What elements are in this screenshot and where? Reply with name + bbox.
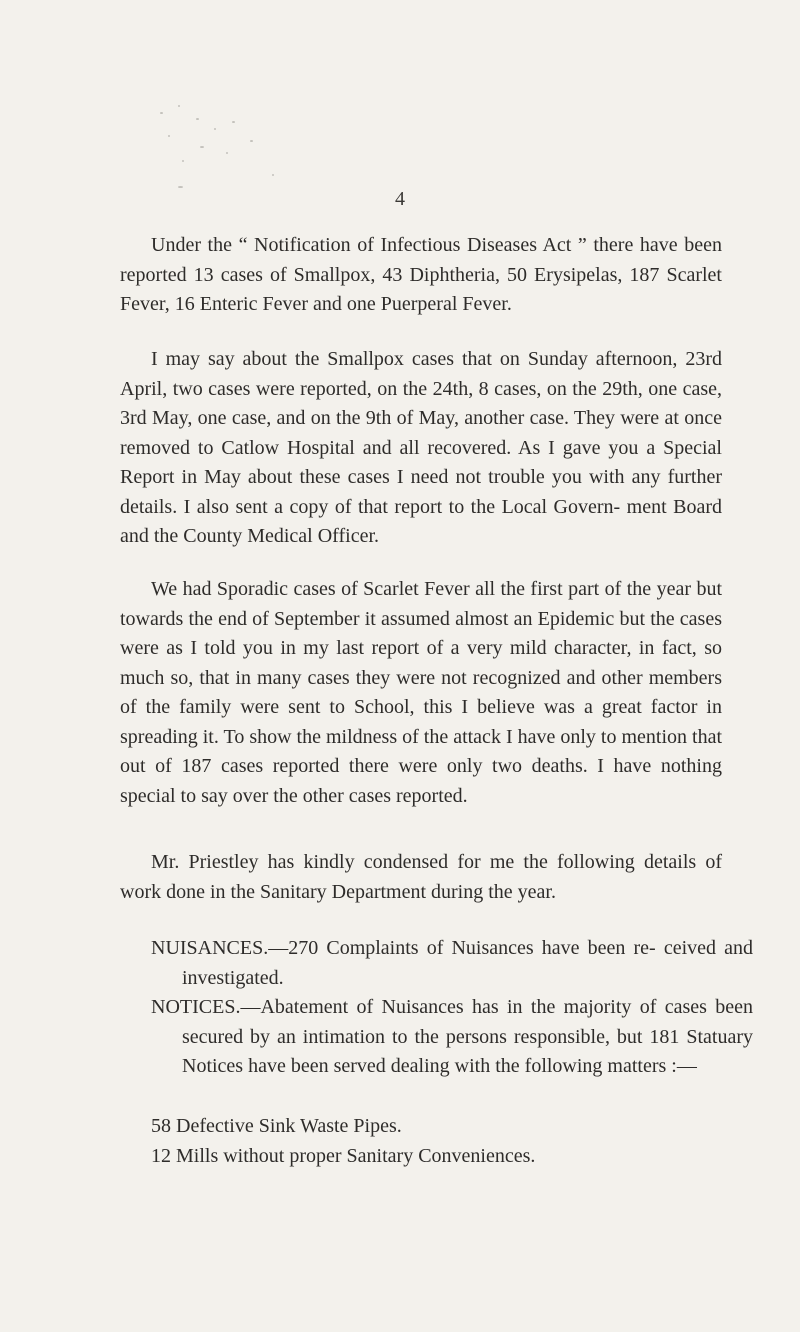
paragraph-smallpox: I may say about the Smallpox cases that on Sunday afternoon, 23rd April, two cases were reported, on the 24th, 8 cases, on the 29th, one case, 3rd May, one case, and on the 9th of May, another case. They were at once removed to Catlow Hospital and all recovered. As I gave you a Special Report in May about these cases I need not trouble you with any further details. I also sent a copy of that report to the Local Govern- ment Board and the County Medical Officer. (120, 348, 722, 547)
paragraph-notification-act: Under the “ Notification of Infectious Diseases Act ” there have been reported 13 cases of Smallpox, 43 Diphtheria, 50 Erysipelas, 187 Scarlet Fever, 16 Enteric Fever and one Puerperal Fever. (120, 234, 722, 315)
list-item: 12 Mills without proper Sanitary Conveniences. (151, 1145, 536, 1167)
section-nuisances: NUISANCES.—270 Complaints of Nuisances have been re- ceived and investigated. (151, 937, 753, 989)
paragraph-scarlet-fever: We had Sporadic cases of Scarlet Fever all the first part of the year but towards the end of September it assumed almost an Epidemic but the cases were as I told you in my last report of a very mild character, in fact, so much so, that in many cases they were not recognized and other members of the family were sent to School, this I believe was a great factor in spreading it. To show the mildness of the attack I have only to mention that out of 187 cases reported there were only two deaths. I have nothing special to say over the other cases reported. (120, 578, 723, 807)
paragraph-sanitary-department: Mr. Priestley has kindly condensed for me the following details of work done in the Sanitary Department during the year. (120, 851, 722, 903)
list-item: 58 Defective Sink Waste Pipes. (151, 1115, 402, 1137)
section-notices: NOTICES.—Abatement of Nuisances has in the majority of cases been secured by an intimation to the persons responsible, but 181 Statuary Notices have been served dealing with the following matters :— (151, 996, 753, 1077)
page-number: 4 (395, 188, 405, 210)
